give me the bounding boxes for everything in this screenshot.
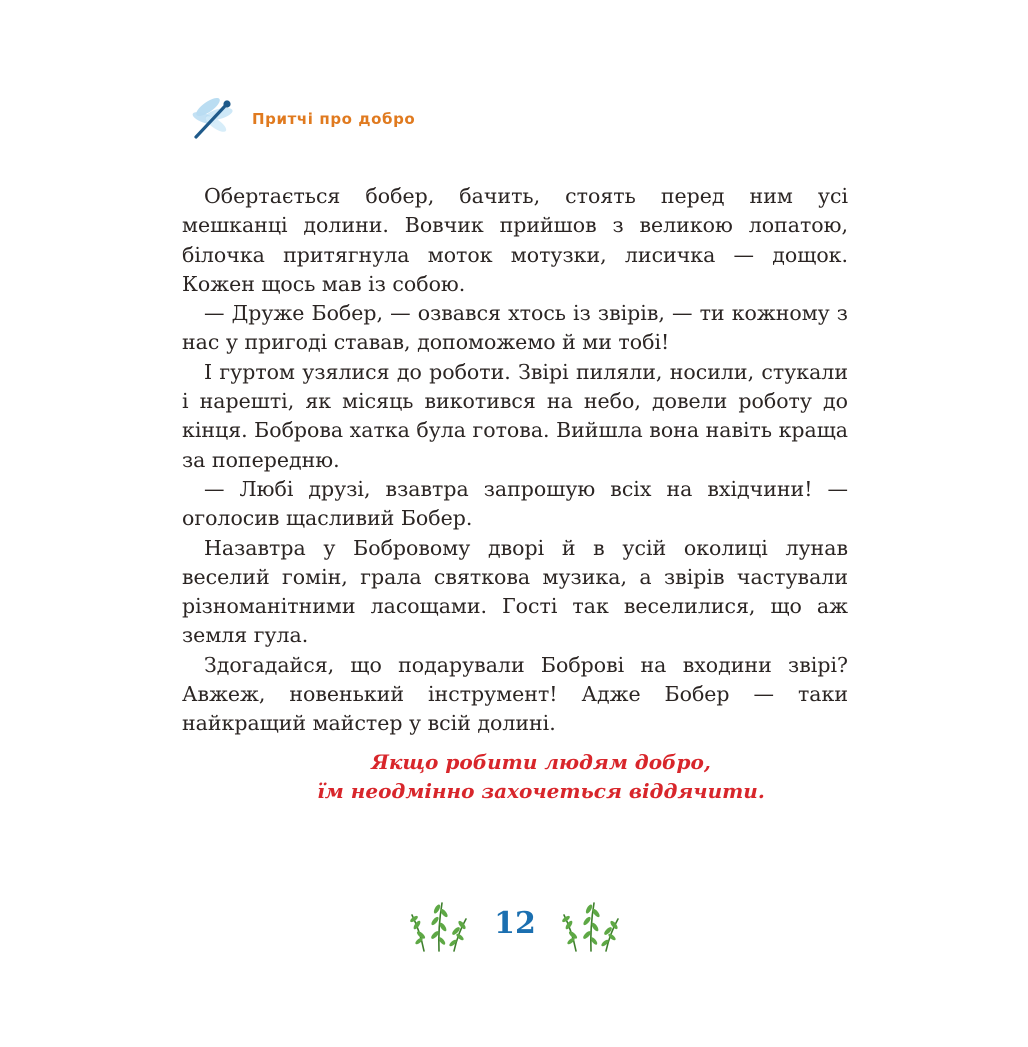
paragraph: — Любі друзі, взавтра запрошую всіх на вхідчини! — оголосив щасливий Бобер.: [182, 476, 848, 531]
running-header-title: Притчі про добро: [252, 110, 416, 128]
leaf-sprig-icon: [408, 895, 470, 953]
dragonfly-icon: [186, 92, 240, 146]
paragraph: — Друже Бобер, — озвався хтось із звірів, — ти кожному з нас у пригоді ставав, допоможемо й ми тобі!: [182, 301, 848, 355]
leaf-sprig-icon: [560, 895, 622, 953]
paragraph: Здогадайся, що подарували Боброві на входини звірі? Авжеж, новенький інструмент! Адже Бобер — таки найкращий майстер у всій долині.: [182, 652, 848, 736]
moral-text: [182, 748, 900, 806]
page-footer: [408, 894, 622, 954]
page-number: 12: [494, 906, 536, 941]
paragraph: Назавтра у Бобровому дворі й в усій околиці лунав веселий гомін, грала святкова музика, а звірів частували різноманітними ласощами. Гості так веселилися, що аж земля гула.: [182, 535, 848, 648]
paragraph: І гуртом узялися до роботи. Звірі пиляли, носили, стукали і нарешті, як місяць викотився на небо, довели роботу до кінця. Боброва хатка була готова. Вийшла вона навіть краща за попередню.: [182, 359, 849, 472]
running-header: [186, 92, 415, 146]
moral-line-2: їм неодмінно захочеться віддячити.: [317, 779, 765, 803]
story-text: [182, 182, 848, 739]
moral-line-1: Якщо робити людям добро,: [371, 750, 711, 774]
paragraph: Обертається бобер, бачить, стоять перед ним усі мешканці долини. Вовчик прийшов з великою лопатою, білочка притягнула моток мотузки, лисичка — дощок. Кожен щось мав із собою.: [182, 184, 848, 296]
